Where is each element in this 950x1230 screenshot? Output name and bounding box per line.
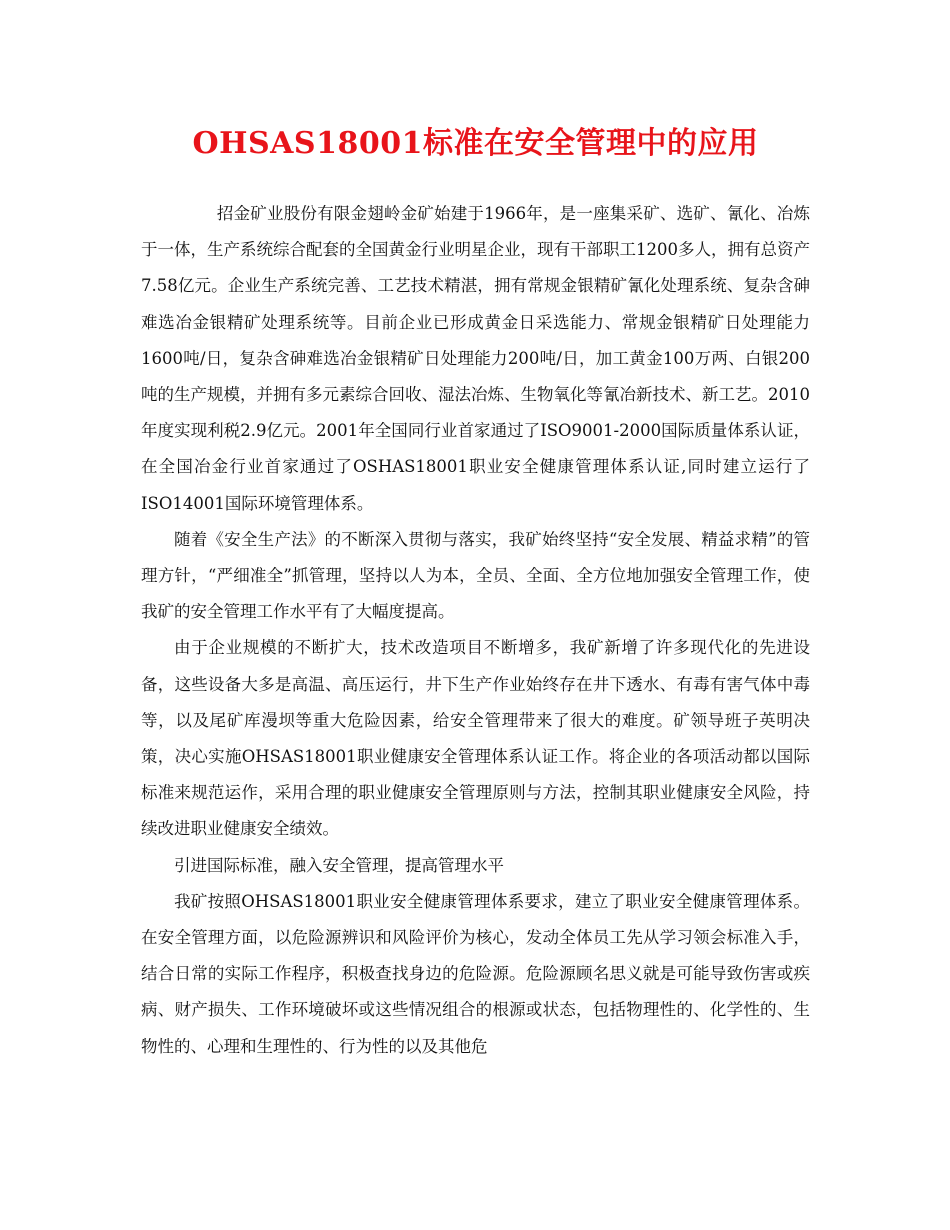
paragraph-safety-law: 随着《安全生产法》的不断深入贯彻与落实，我矿始终坚持“安全发展、精益求精”的管理方针，“严细准全”抓管理，坚持以人为本，全员、全面、全方位地加强安全管理工作，使我矿的安全管理工作水平有了大幅度提高。 — [141, 529, 810, 622]
document-body — [141, 196, 810, 1065]
paragraph-expansion: 由于企业规模的不断扩大，技术改造项目不断增多，我矿新增了许多现代化的先进设备，这些设备大多是高温、高压运行，井下生产作业始终存在井下透水、有毒有害气体中毒等，以及尾矿库漫坝等重大危险因素，给安全管理带来了很大的难度。矿领导班子英明决策，决心实施OHSAS18001职业健康安全管理体系认证工作。将企业的各项活动都以国际标准来规范运作，采用合理的职业健康安全管理原则与方法，控制其职业健康安全风险，持续改进职业健康安全绩效。 — [141, 638, 810, 839]
paragraph-section-heading: 引进国际标准，融入安全管理，提高管理水平 — [174, 855, 504, 875]
paragraph-company-intro: 招金矿业股份有限金翅岭金矿始建于1966年，是一座集采矿、选矿、氰化、冶炼于一体，生产系统综合配套的全国黄金行业明星企业，现有干部职工1200多人，拥有总资产7.58亿元。企业生产系统完善、工艺技术精湛，拥有常规金银精矿氰化处理系统、复杂含砷难选冶金银精矿处理系统等。目前企业已形成黄金日采选能力、常规金银精矿日处理能力1600吨/日，复杂含砷难选冶金银精矿日处理能力200吨/日，加工黄金100万两、白银200吨的生产规模，并拥有多元素综合回收、湿法冶炼、生物氧化等氰冶新技术、新工艺。2010年度实现利税2.9亿元。2001年全国同行业首家通过了ISO9001-2000国际质量体系认证，在全国冶金行业首家通过了OSHAS18001职业安全健康管理体系认证,同时建立运行了ISO14001国际环境管理体系。 — [141, 204, 810, 513]
document-title: OHSAS18001标准在安全管理中的应用 — [192, 126, 759, 161]
paragraph-ohsas-system: 我矿按照OHSAS18001职业安全健康管理体系要求，建立了职业安全健康管理体系。在安全管理方面，以危险源辨识和风险评价为核心，发动全体员工先从学习领会标准入手，结合日常的实际工作程序，积极查找身边的危险源。危险源顾名思义就是可能导致伤害或疾病、财产损失、工作环境破坏或这些情况组合的根源或状态，包括物理性的、化学性的、生物性的、心理和生理性的、行为性的以及其他危 — [141, 891, 810, 1056]
